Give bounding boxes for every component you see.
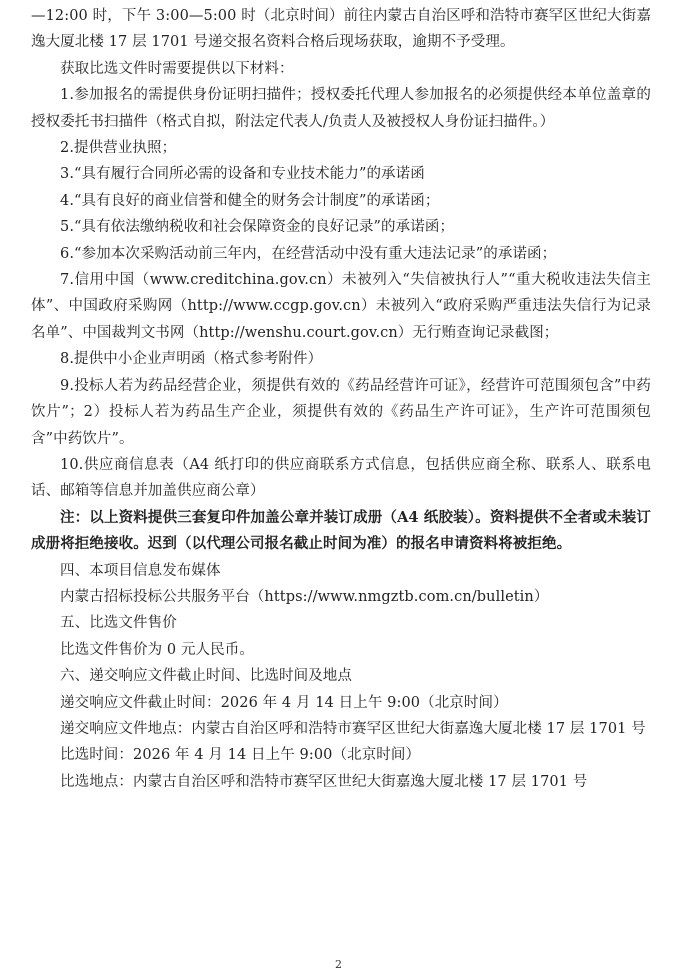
paragraph-item-3-capability: 3.“具有履行合同所必需的设备和专业技术能力”的承诺函	[60, 166, 425, 183]
page-number: 2	[335, 958, 342, 971]
paragraph-item-9-drug-license: 9.投标人若为药品经营企业，须提供有效的《药品经营许可证》，经营许可范围须包含”中药饮片”；2）投标人若为药品生产企业，须提供有效的《药品生产许可证》，生产许可范围须包含”中药饮片”。	[31, 377, 651, 447]
section-heading-price: 五、比选文件售价	[60, 615, 177, 632]
paragraph-selection-location: 比选地点：内蒙古自治区呼和浩特市赛罕区世纪大街嘉逸大厦北楼 17 层 1701 号	[60, 773, 588, 790]
paragraph-collection-time: —12:00 时，下午 3:00—5:00 时（北京时间）前往内蒙古自治区呼和浩特市赛罕区世纪大街嘉逸大厦北楼 17 层 1701 号递交报名资料合格后现场获取，逾期不予受理。	[31, 8, 651, 51]
paragraph-item-2-license: 2.提供营业执照；	[60, 140, 177, 157]
paragraph-item-5-tax: 5.“具有依法缴纳税收和社会保障资金的良好记录”的承诺函；	[60, 219, 455, 236]
paragraph-price: 比选文件售价为 0 元人民币。	[60, 641, 254, 658]
section-heading-deadline: 六、递交响应文件截止时间、比选时间及地点	[60, 668, 352, 685]
paragraph-item-10-supplier-info: 10.供应商信息表（A4 纸打印的供应商联系方式信息，包括供应商全称、联系人、联系电话、邮箱等信息并加盖供应商公章）	[31, 456, 651, 500]
paragraph-selection-time: 比选时间：2026 年 4 月 14 日上午 9:00（北京时间）	[60, 747, 421, 764]
paragraph-note: 注：以上资料提供三套复印件加盖公章并装订成册（A4 纸胶装）。资料提供不全者或未装订成册将拒绝接收。迟到（以代理公司报名截止时间为准）的报名申请资料将被拒绝。	[31, 508, 651, 553]
paragraph-item-6-no-violation: 6.“参加本次采购活动前三年内，在经营活动中没有重大违法记录”的承诺函；	[60, 245, 557, 262]
paragraph-materials-intro: 获取比选文件时需要提供以下材料：	[60, 60, 294, 77]
paragraph-item-8-sme-declaration: 8.提供中小企业声明函（格式参考附件）	[60, 351, 323, 368]
paragraph-media-platform: 内蒙古招标投标公共服务平台（https://www.nmgztb.com.cn/bulletin）	[60, 588, 549, 605]
paragraph-submission-location: 递交响应文件地点：内蒙古自治区呼和浩特市赛罕区世纪大街嘉逸大厦北楼 17 层 1701 号	[60, 720, 646, 737]
paragraph-item-1-identity: 1.参加报名的需提供身份证明扫描件；授权委托代理人参加报名的必须提供经本单位盖章的授权委托书扫描件（格式自拟，附法定代表人/负责人及被授权人身份证扫描件。）	[31, 87, 651, 130]
paragraph-item-7-credit-check: 7.信用中国（www.creditchina.gov.cn）未被列入“失信被执行人”“重大税收违法失信主体”、中国政府采购网（http://www.ccgp.gov.cn）未被列入“政府采购严重违法失信行为记录名单”、中国裁判文书网（http://wenshu.court.gov.cn）无行贿查询记录截图；	[31, 272, 651, 341]
paragraph-submission-deadline: 递交响应文件截止时间：2026 年 4 月 14 日上午 9:00（北京时间）	[60, 694, 508, 711]
section-heading-media: 四、本项目信息发布媒体	[60, 562, 221, 579]
paragraph-item-4-credit: 4.“具有良好的商业信誉和健全的财务会计制度”的承诺函；	[60, 192, 440, 209]
